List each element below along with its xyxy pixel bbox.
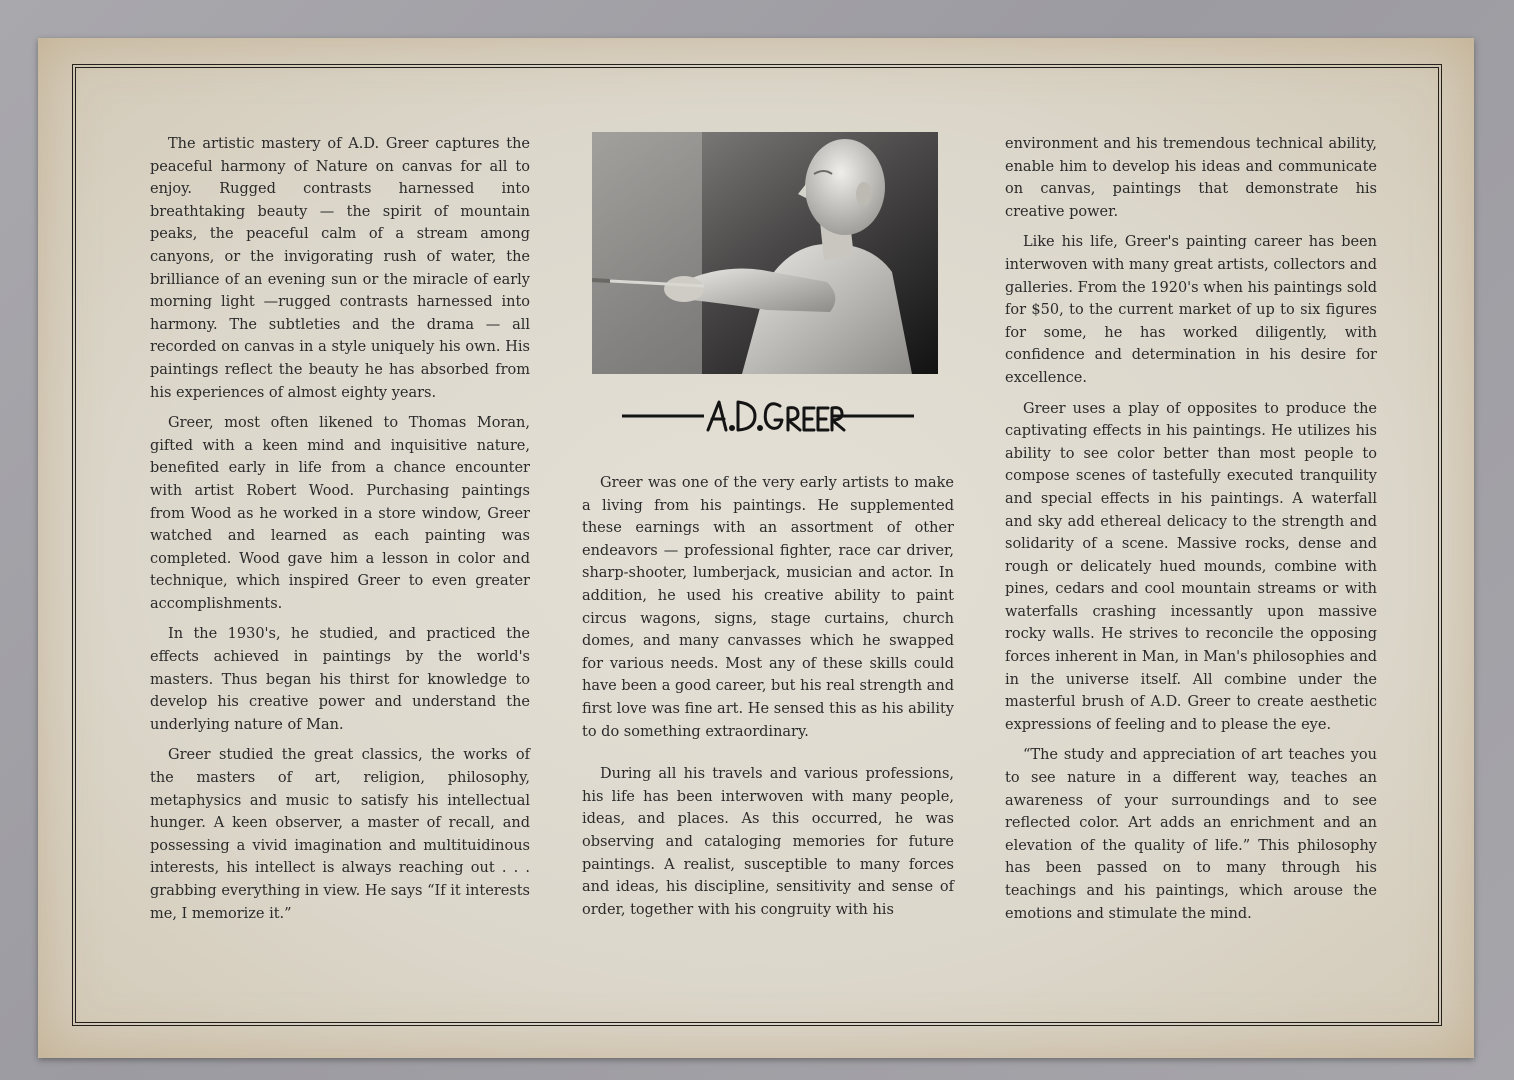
right-paragraph-4: “The study and appreciation of art teaches you to see nature in a different way, teaches an awareness of your surroundings and to see reflected color. Art adds an enrichment and an elevation of the quality of life.” This philosophy has been passed on to many through his teachings and his paintings, which arouse the emotions and stimulate the mind. (1005, 747, 1377, 922)
artist-portrait-photo (592, 132, 938, 374)
right-column (1005, 133, 1377, 933)
left-paragraph-3: In the 1930's, he studied, and practiced the effects achieved in paintings by the world's masters. Thus began his thirst for knowledge to develop his creative power and understand the underlying nature of Man. (150, 626, 530, 733)
left-paragraph-2: Greer, most often likened to Thomas Moran, gifted with a keen mind and inquisitive nature, benefited early in life from a chance encounter with artist Robert Wood. Purchasing paintings from Wood as he worked in a store window, Greer watched and learned as each painting was completed. Wood gave him a lesson in color and technique, which inspired Greer to even greater accomplishments. (150, 415, 530, 612)
signature-logo (618, 394, 918, 438)
left-paragraph-1: The artistic mastery of A.D. Greer captures the peaceful harmony of Nature on canvas for all to enjoy. Rugged contrasts harnessed into breathtaking beauty — the spirit of mountain peaks, the peaceful calm of a stream among canyons, or the invigorating rush of water, the brilliance of an evening sun or the miracle of early morning light —rugged contrasts harnessed into harmony. The subtleties and the drama — all recorded on canvas in a style uniquely his own. His paintings reflect the beauty he has absorbed from his experiences of almost eighty years. (150, 136, 530, 401)
middle-paragraph-2: During all his travels and various professions, his life has been interwoven with many people, ideas, and places. As this occurred, he was observing and cataloging memories for future paintings. A realist, susceptible to many forces and ideas, his discipline, sensitivity and sense of order, together with his congruity with his (582, 766, 954, 918)
left-paragraph-4: Greer studied the great classics, the works of the masters of art, religion, philosophy, metaphysics and music to satisfy his intellectual hunger. A keen observer, a master of recall, and possessing a vivid imagination and multituidinous interests, his intellect is always reaching out . . . grabbing everything in view. He says “If it interests me, I memorize it.” (150, 747, 530, 922)
middle-column (582, 472, 954, 929)
left-column (150, 133, 530, 933)
right-paragraph-3: Greer uses a play of opposites to produce the captivating effects in his paintings. He utilizes his ability to see color better than most people to compose scenes of tastefully executed tranquility and special effects in his paintings. A waterfall and sky add ethereal delicacy to the strength and solidarity of a scene. Massive rocks, dense and rough or delicately hued mounds, combine with pines, cedars and cool mountain streams or with waterfalls crashing incessantly upon massive rocky walls. He strives to reconcile the opposing forces inherent in Man, in Man's philosophies and in the universe itself. All combine under the masterful brush of A.D. Greer to create aesthetic expressions of feeling and to please the eye. (1005, 400, 1377, 733)
paper-sheet (38, 38, 1474, 1058)
right-paragraph-2: Like his life, Greer's painting career has been interwoven with many great artists, collectors and galleries. From the 1920's when his paintings sold for $50, to the current market of up to six figures for some, he has worked diligently, with confidence and determination in his desire for excellence. (1005, 234, 1378, 386)
right-paragraph-1: environment and his tremendous technical ability, enable him to develop his ideas and communicate on canvas, paintings that demonstrate his creative power. (1005, 136, 1377, 220)
middle-paragraph-1: Greer was one of the very early artists to make a living from his paintings. He supplemented these earnings with an assortment of other endeavors — professional fighter, race car driver, sharp-shooter, lumberjack, musician and actor. In addition, he used his creative ability to paint circus wagons, signs, stage curtains, church domes, and many canvasses which he swapped for various needs. Most any of these skills could have been a good career, but his real strength and first love was fine art. He sensed this as his ability to do something extraordinary. (582, 475, 954, 740)
